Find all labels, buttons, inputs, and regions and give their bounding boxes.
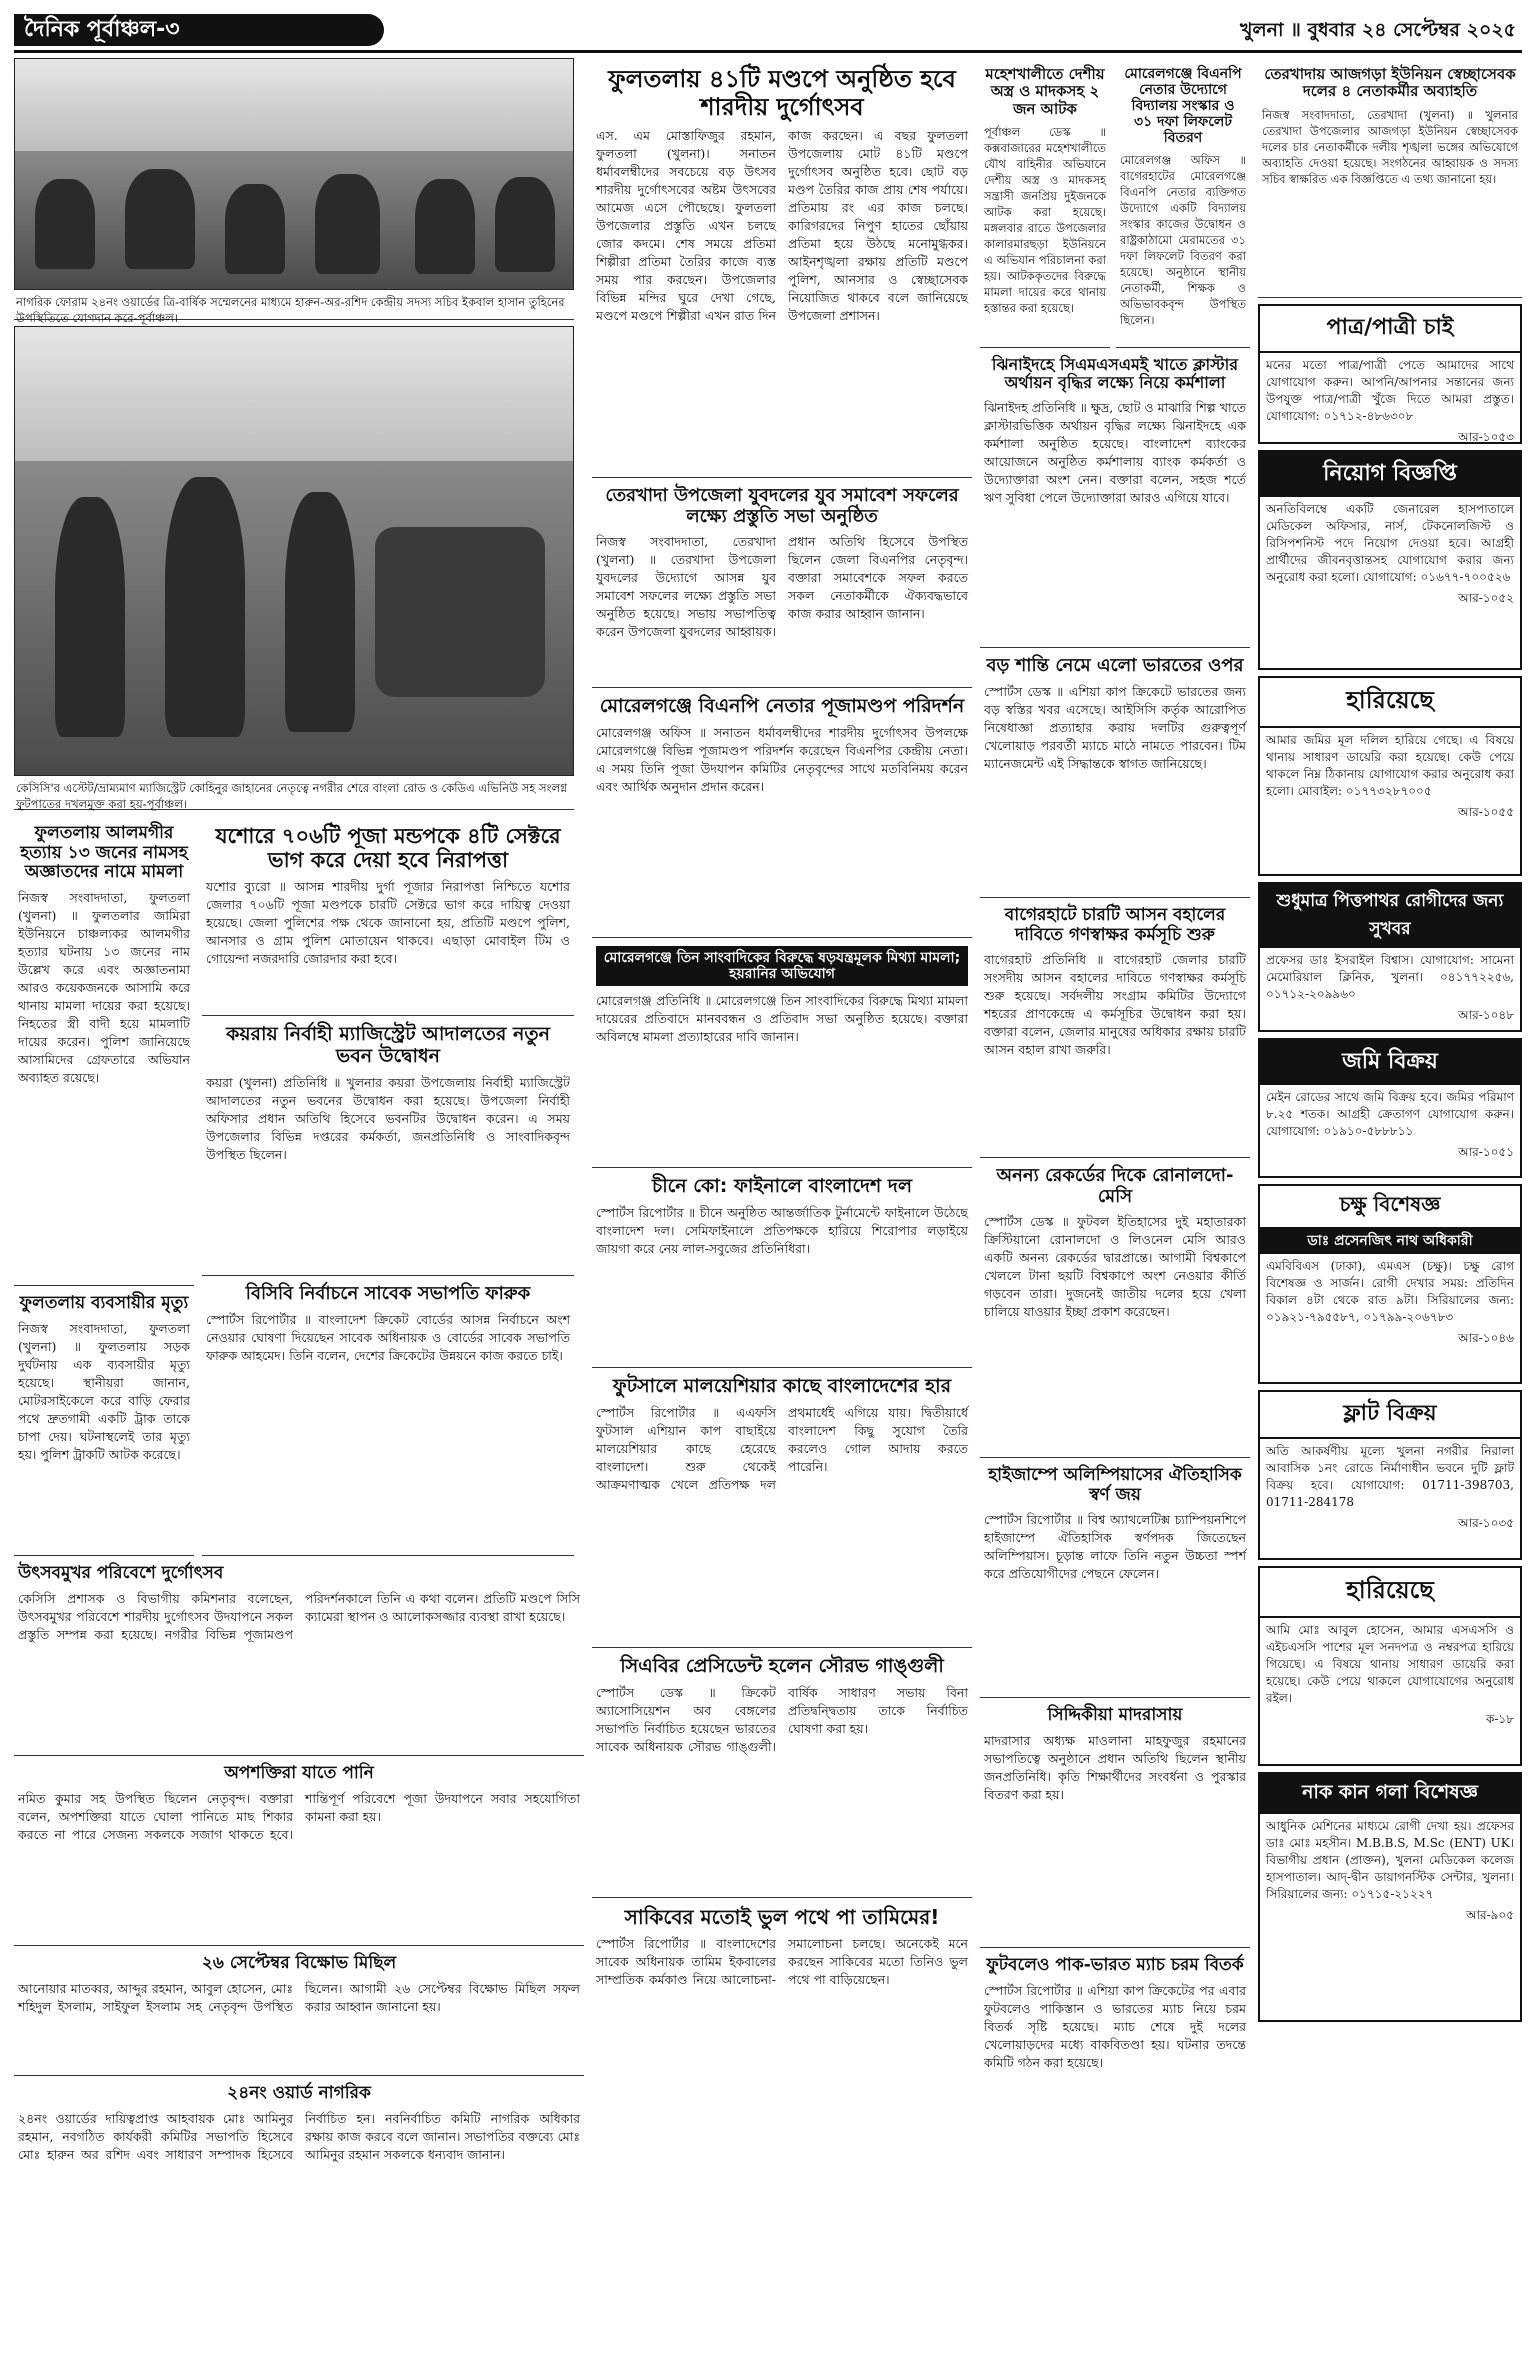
article-body: মাদরাসার অধ্যক্ষ মাওলানা মাহফুজুর রহমানের সভাপতিত্বে অনুষ্ঠানে প্রধান অতিথি ছিলেন স্থানীয় জনপ্রতিনিধি। কৃতি শিক্ষার্থীদের সংবর্ধনা ও পুরস্কার বিতরণ করা হয়। [984, 1732, 1246, 1802]
newspaper-name: দৈনিক পূর্বাঞ্চল-৩ [14, 14, 384, 46]
article-china-final [592, 1168, 972, 1368]
headline: মোরেলগঞ্জে বিএনপি নেতার উদ্যোগে বিদ্যালয় সংস্কার ও ৩১ দফা লিফলেট বিতরণ [1124, 66, 1242, 147]
column-center-right [980, 58, 1250, 2098]
article-ward24 [14, 2076, 584, 2286]
article-durga-festival [14, 1556, 584, 1756]
article-businessman-death [14, 1286, 194, 1556]
article-body: নিজস্ব সংবাদদাতা, ফুলতলা (খুলনা) ॥ ফুলতলার জামিরা ইউনিয়নে চাঞ্চল্যকর আলমগীর হত্যার ঘটনায় ১৩ জনের নাম উল্লেখ করে এবং অজ্ঞাতনামা আরও কয়েকজনকে আসামি করে থানায় মামলা দায়ের করা হয়েছে। নিহতের স্ত্রী বাদী হয়ে মামলাটি দায়ের করেন। পুলিশ জানিয়েছে আসামিদের গ্রেফতারে অভিযান অব্যাহত রয়েছে। [18, 889, 190, 1085]
ad-eye-specialist [1258, 1184, 1522, 1384]
article-body: ঝিনাইদহ প্রতিনিধি ॥ ক্ষুদ্র, ছোট ও মাঝারি শিল্প খাতে ক্লাস্টারভিত্তিক অর্থায়ন বৃদ্ধির লক্ষ্যে ঝিনাইদহে এক কর্মশালা অনুষ্ঠিত হয়েছে। বাংলাদেশ ব্যাংকের আয়োজনে অনুষ্ঠিত কর্মশালায় ব্যাংক কর্মকর্তা ও উদ্যোক্তারা অংশ নেন। বক্তারা বলেন, সহজ শর্তে ঋণ সুবিধা পেলে উদ্যোক্তারা আরও এগিয়ে যাবে। [984, 399, 1246, 505]
ad-flat-sale [1258, 1390, 1522, 1560]
ad-body: আমার জমির মূল দলিল হারিয়ে গেছে। এ বিষয়ে থানায় সাধারণ ডায়েরি করা হয়েছে। কেউ পেয়ে থাকলে নিম্ন ঠিকানায় যোগাযোগ করার অনুরোধ করা হলো। মোবাইল: ০১৭৭৩২৮৭০০৫ [1266, 733, 1514, 798]
ad-gallstone [1258, 882, 1522, 1032]
headline: অপশক্তিরা যাতে পানি [224, 1763, 374, 1783]
headline: বাগেরহাটে চারটি আসন বহালের দাবিতে গণস্বাক্ষর কর্মসূচি শুরু [1004, 905, 1226, 945]
article-body: স্পোর্টস রিপোর্টার ॥ এশিয়া কাপ ক্রিকেটের পর এবার ফুটবলেও পাকিস্তান ও ভারতের ম্যাচ নিয়ে চরম বিতর্ক সৃষ্টি হয়েছে। ম্যাচ শেষে দুই দলের খেলোয়াড়দের মধ্যে বাকবিতণ্ডা হয়। ঘটনার তদন্তে কমিটি গঠন করা হয়েছে। [984, 1982, 1246, 2070]
headline: ফুটবলেও পাক-ভারত ম্যাচ চরম বিতর্ক [986, 1955, 1244, 1975]
article-ronaldo-messi [980, 1158, 1250, 1458]
article-body: মোরেলগঞ্জ অফিস ॥ বাগেরহাটের মোরেলগঞ্জে বিএনপি নেতার ব্যক্তিগত উদ্যোগে একটি বিদ্যালয় সংস্কার কাজের উদ্বোধন ও রাষ্ট্রকাঠামো মেরামতের ৩১ দফা লিফলেট বিতরণ করা হয়েছে। অনুষ্ঠানে স্থানীয় নেতাকর্মী, শিক্ষক ও অভিভাবকবৃন্দ উপস্থিত ছিলেন। [1120, 153, 1246, 328]
ad-recruitment [1258, 450, 1522, 670]
article-body: স্পোর্টস রিপোর্টার ॥ বিশ্ব অ্যাথলেটিক্স চ্যাম্পিয়নশিপে হাইজাম্পে ঐতিহাসিক স্বর্ণপদক জিতেছেন অলিম্পিয়াস। চূড়ান্ত লাফে তিনি নতুন উচ্চতা স্পর্শ করে প্রতিযোগীদের পেছনে ফেলেন। [984, 1512, 1246, 1582]
article-body: বাগেরহাট প্রতিনিধি ॥ বাগেরহাট জেলার চারটি সংসদীয় আসন বহালের দাবিতে গণস্বাক্ষর কর্মসূচি শুরু হয়েছে। সর্বদলীয় সংগ্রাম কমিটির উদ্যোগে শহরের প্রাণকেন্দ্রে এ কর্মসূচির উদ্বোধন করা হয়। বক্তারা বলেন, জেলার মানুষের অধিকার রক্ষায় চারটি আসন বহাল রাখা জরুরি। [984, 952, 1246, 1058]
article-body: কেসিসি প্রশাসক ও বিভাগীয় কমিশনার বলেছেন, উৎসবমুখর পরিবেশে শারদীয় দুর্গোৎসব উদযাপনে সকল প্রস্তুতি সম্পন্ন করা হয়েছে। নগরীর বিভিন্ন পূজামণ্ডপ পরিদর্শনকালে তিনি এ কথা বলেন। প্রতিটি মণ্ডপে সিসি ক্যামেরা স্থাপন ও আলোকসজ্জার ব্যবস্থা রাখা হয়েছে। [18, 1590, 580, 1642]
ad-title: হারিয়েছে [1260, 1568, 1520, 1618]
article-body: নমিত কুমার সহ উপস্থিত ছিলেন নেতৃবৃন্দ। বক্তারা বলেন, অপশক্তিরা যাতে ঘোলা পানিতে মাছ শিকার করতে না পারে সেজন্য সকলকে সজাগ থাকতে হবে। শান্তিপূর্ণ পরিবেশে পূজা উদযাপনে সবার সহযোগিতা কামনা করা হয়। [18, 1790, 580, 1842]
ad-code: আর-১০৩৫ [1458, 1516, 1514, 1530]
article-fultala-puja [592, 58, 972, 478]
article-jessore-puja [202, 816, 574, 1016]
ad-title: হারিয়েছে [1260, 678, 1520, 728]
headline: ফুলতলায় ব্যবসায়ীর মৃত্যু [19, 1293, 189, 1313]
article-india-relief [980, 648, 1250, 898]
article-body: স্পোর্টস রিপোর্টার ॥ এএফসি ফুটসাল এশিয়ান কাপ বাছাইয়ে মালয়েশিয়ার কাছে হেরেছে বাংলাদেশ। শুরু থেকেই আক্রমণাত্মক খেলে প্রতিপক্ষ দল প্রথমার্ধেই এগিয়ে যায়। দ্বিতীয়ার্ধে বাংলাদেশ কিছু সুযোগ তৈরি করলেও গোল আদায় করতে পারেনি। [596, 1404, 968, 1492]
ad-code: ক-১৮ [1485, 1712, 1514, 1726]
article-body: মোরেলগঞ্জ অফিস ॥ সনাতন ধর্মাবলম্বীদের শারদীয় দুর্গোৎসব উপলক্ষে মোরেলগঞ্জে বিভিন্ন পূজামণ্ডপ পরিদর্শন করেছেন বিএনপির কেন্দ্রীয় নেতা। এ সময় তিনি পূজা উদযাপন কমিটির নেতৃবৃন্দের সাথে মতবিনিময় করেন এবং আর্থিক অনুদান প্রদান করেন। [596, 724, 968, 794]
headline: চীনে কো: ফাইনালে বাংলাদেশ দল [651, 1175, 913, 1197]
article-body: নিজস্ব সংবাদদাতা, তেরখাদা (খুলনা) ॥ খুলনার তেরখাদা উপজেলার আজগড়া ইউনিয়ন স্বেচ্ছাসেবক দলের চার নেতাকর্মীকে দলীয় শৃঙ্খলা ভঙ্গের অভিযোগে অব্যাহতি দেওয়া হয়েছে। সংগঠনের আহ্বায়ক ও সদস্য সচিব স্বাক্ষরিত এক বিজ্ঞপ্তিতে এ তথ্য জানানো হয়। [1262, 107, 1518, 186]
article-body: স্পোর্টস ডেস্ক ॥ ফুটবল ইতিহাসের দুই মহাতারকা ক্রিস্টিয়ানো রোনালদো ও লিওনেল মেসি আরও একটি অনন্য রেকর্ডের দ্বারপ্রান্তে। আগামী বিশ্বকাপে খেললে টানা ছয়টি বিশ্বকাপে অংশ নেওয়ার কীর্তি গড়বেন তারা। দুজনেই জাতীয় দলের হয়ে খেলা চালিয়ে যাওয়ার ইচ্ছা প্রকাশ করেছেন। [984, 1214, 1246, 1320]
ad-code: আর-১০৪৮ [1458, 1008, 1514, 1022]
article-journalists-case [592, 938, 972, 1168]
headline: হাইজাম্পে অলিম্পিয়াসের ঐতিহাসিক স্বর্ণ জয় [988, 1465, 1242, 1505]
photo-caption: নাগরিক ফোরাম ২৪নং ওয়ার্ডের ত্রি-বার্ষিক সম্মেলনের মাধ্যমে হারুন-অর-রশিদ কেন্দ্রীয় সদস্য সচিব ইকবাল হাসান তুহিনের উপস্থিতিতে যোগদান করে-পূর্বাঞ্চল। [14, 290, 574, 320]
headline: উৎসবমুখর পরিবেশে দুর্গোৎসব [18, 1563, 224, 1583]
issue-date: খুলনা ॥ বুধবার ২৪ সেপ্টেম্বর ২০২৫ [1240, 19, 1516, 41]
column-center [592, 58, 972, 2158]
ad-lost-deed [1258, 676, 1522, 876]
ad-title: চক্ষু বিশেষজ্ঞ [1260, 1186, 1520, 1229]
article-body: যশোর ব্যুরো ॥ আসন্ন শারদীয় দুর্গা পূজার নিরাপত্তা নিশ্চিতে যশোর জেলার ৭০৬টি পূজা মণ্ডপকে চারটি সেক্টরে ভাগ করে দায়িত্ব দেওয়া হয়েছে। জেলা পুলিশের পক্ষ থেকে জানানো হয়, প্রতিটি মণ্ডপে পুলিশ, আনসার ও গ্রাম পুলিশ মোতায়েন থাকবে। এছাড়া মোবাইল টিম ও গোয়েন্দা নজরদারি জোরদার করা হবে। [206, 879, 570, 967]
article-terkhada-expel [1258, 58, 1522, 298]
article-tamim [592, 1898, 972, 2158]
article-moheshkhali [980, 58, 1110, 348]
article-body: নিজস্ব সংবাদদাতা, ফুলতলা (খুলনা) ॥ ফুলতলায় সড়ক দুর্ঘটনায় এক ব্যবসায়ীর মৃত্যু হয়েছে। স্থানীয়রা জানান, মোটরসাইকেলে করে বাড়ি ফেরার পথে দ্রুতগামী একটি ট্রাক তাকে চাপা দেয়। ঘটনাস্থলেই তার মৃত্যু হয়। পুলিশ ট্রাকটি আটক করেছে। [18, 1320, 190, 1462]
headline: কয়রায় নির্বাহী ম্যাজিস্ট্রেট আদালতের নতুন ভবন উদ্বোধন [226, 1023, 550, 1067]
article-body: নিজস্ব সংবাদদাতা, তেরখাদা (খুলনা) ॥ তেরখাদা উপজেলা যুবদলের উদ্যোগে আসন্ন যুব সমাবেশ সফলের লক্ষ্যে প্রস্তুতি সভা অনুষ্ঠিত হয়েছে। সভায় সভাপতিত্ব করেন উপজেলা যুবদলের আহ্বায়ক। প্রধান অতিথি হিসেবে উপস্থিত ছিলেন জেলা বিএনপির নেতৃবৃন্দ। বক্তারা সমাবেশকে সফল করতে সকল নেতাকর্মীকে ঐক্যবদ্ধভাবে কাজ করার আহ্বান জানান। [596, 534, 968, 640]
article-siddikia [980, 1698, 1250, 1948]
ad-body: আমি মোঃ আবুল হোসেন, আমার এসএসসি ও এইচএসসি পাশের মূল সনদপত্র ও নম্বরপত্র হারিয়ে গিয়েছে। এ বিষয়ে থানায় সাধারণ ডায়েরি করা হয়েছে। কেউ পেয়ে থাকলে যোগাযোগের অনুরোধ রইল। [1266, 1623, 1514, 1705]
masthead [14, 14, 1522, 53]
article-jubodal [592, 478, 972, 688]
headline: ২৬ সেপ্টেম্বর বিক্ষোভ মিছিল [201, 1953, 397, 1973]
ad-title: নাক কান গলা বিশেষজ্ঞ [1260, 1774, 1520, 1814]
article-bcb-election [202, 1276, 574, 1556]
headline: ২৪নং ওয়ার্ড নাগরিক [227, 2083, 371, 2103]
ad-code: আর-১০৫৫ [1458, 805, 1514, 819]
headline: অনন্য রেকর্ডের দিকে রোনালদো-মেসি [996, 1165, 1234, 1207]
photo-footpath-drive [14, 326, 574, 776]
article-body: স্পোর্টস ডেস্ক ॥ এশিয়া কাপ ক্রিকেটে ভারতের জন্য বড় স্বস্তির খবর এসেছে। আইসিসি কর্তৃক আরোপিত নিষেধাজ্ঞা প্রত্যাহার করায় দলটির গুরুত্বপূর্ণ খেলোয়াড় পরবর্তী ম্যাচে মাঠে নামতে পারবেন। টিম ম্যানেজমেন্ট এই সিদ্ধান্তকে স্বাগত জানিয়েছে। [984, 683, 1246, 771]
headline: ফুলতলায় ৪১টি মণ্ডপে অনুষ্ঠিত হবে শারদীয় দুর্গোৎসব [608, 65, 956, 121]
ad-body: এমবিবিএস (ঢাকা), এমএস (চক্ষু)। চক্ষু রোগ বিশেষজ্ঞ ও সার্জন। রোগী দেখার সময়: প্রতিদিন বিকাল ৪টা থেকে রাত ৯টা। সিরিয়ালের জন্য: ০১৯২১-৭৯৫৫৮৭, ০১৭৯৯-২০৬৭৮৩ [1266, 1259, 1514, 1324]
ad-code: আর-১০৫৩ [1458, 430, 1514, 444]
article-protest-march [14, 1946, 584, 2076]
article-bagerhat-seats [980, 898, 1250, 1158]
article-body: ২৪নং ওয়ার্ডের দায়িত্বপ্রাপ্ত আহবায়ক মোঃ আমিনুর রহমান, নবগঠিত কার্যকরী কমিটির সভাপতি হিসেবে মোঃ হারুন অর রশিদ এবং সাধারণ সম্পাদক হিসেবে নির্বাচিত হন। নবনির্বাচিত কমিটি নাগরিক অধিকার রক্ষায় কাজ করবে বলে জানান। সভাপতির বক্তব্যে মোঃ আমিনুর রহমান সকলকে ধন্যবাদ জানান। [18, 2110, 580, 2162]
ad-ent-specialist [1258, 1772, 1522, 2022]
ad-body: মনের মতো পাত্র/পাত্রী পেতে আমাদের সাথে যোগাযোগ করুন। আপনি/আপনার সন্তানের জন্য উপযুক্ত পাত্র/পাত্রী খুঁজে দিতে আমরা প্রস্তুত। যোগাযোগ: ০১৭১২-৪৮৬৩০৮ [1266, 358, 1514, 423]
article-body: পূর্বাঞ্চল ডেস্ক ॥ কক্সবাজারের মহেশখালীতে যৌথ বাহিনীর অভিযানে দেশীয় অস্ত্র ও মাদকসহ সন্ত্রাসী জনপ্রিয় দুইজনকে আটক করা হয়েছে। মঙ্গলবার রাতে উপজেলার কালারমারছড়া ইউনিয়নে এ অভিযান পরিচালনা করা হয়। আটককৃতদের বিরুদ্ধে মামলা দায়ের করে থানায় হস্তান্তর করা হয়েছে। [984, 124, 1106, 315]
ad-body: অতি আকর্ষণীয় মূল্যে খুলনা নগরীর নিরালা আবাসিক ১নং রোডে নির্মাণাধীন ভবনে দুটি ফ্লাট বিক্রয় হবে। যোগাযোগ: 01711-398703, 01711-284178 [1266, 1444, 1514, 1509]
article-body: আনোয়ার মাতব্বর, আব্দুর রহমান, আবুল হোসেন, মোঃ শহিদুল ইসলাম, সাইফুল ইসলাম সহ নেতৃবৃন্দ উপস্থিত ছিলেন। আগামী ২৬ সেপ্টেম্বর বিক্ষোভ মিছিল সফল করার আহ্বান জানানো হয়। [18, 1980, 580, 2014]
headline: সিএবির প্রেসিডেন্ট হলেন সৌরভ গাঙ্গুলী [620, 1655, 944, 1677]
ad-body: মেইন রোডের সাথে জমি বিক্রয় হবে। জমির পরিমাণ ৮.২৫ শতক। আগ্রহী ক্রেতাগণ যোগাযোগ করুন। যোগাযোগ: ০১৯১০-৫৮৮৮১১ [1266, 1090, 1514, 1138]
ad-code: আর-১০৫২ [1458, 591, 1514, 605]
headline: বিসিবি নির্বাচনে সাবেক সভাপতি ফারুক [245, 1283, 531, 1304]
headline: মোরেলগঞ্জে তিন সাংবাদিকের বিরুদ্ধে ষড়যন্ত্রমূলক মিথ্যা মামলা; হয়রানির অভিযোগ [596, 946, 968, 986]
article-morelganj-school [1116, 58, 1250, 348]
ad-title: শুধুমাত্র পিত্তপাথর রোগীদের জন্য সুখবর [1260, 884, 1520, 948]
headline: সাকিবের মতোই ভুল পথে পা তামিমের! [624, 1905, 940, 1929]
ad-code: আর-১০৪৬ [1458, 1331, 1514, 1345]
headline: যশোরে ৭০৬টি পূজা মন্ডপকে ৪টি সেক্টরে ভাগ করে দেয়া হবে নিরাপত্তা [215, 824, 561, 873]
article-body: এস. এম মোস্তাফিজুর রহমান, ফুলতলা (খুলনা)। সনাতন ধর্মাবলম্বীদের সবচেয়ে বড় উৎসব শারদীয় দুর্গোৎসবের অষ্টম উৎসবের আমেজ এসে পৌছেছে। ফুলতলা উপজেলার প্রস্তুতি এখন চলছে জোর কদমে। শেষ সময়ে প্রতিমা শিল্পীরা প্রতিমা তৈরির কাজে ব্যস্ত সময় পার করছেন। উপজেলার বিভিন্ন মন্দির ঘুরে দেখা গেছে, মণ্ডপে মণ্ডপে শিল্পীরা এখন রাত দিন কাজ করছেন। এ বছর ফুলতলা উপজেলায় মোট ৪১টি মণ্ডপে দুর্গোৎসব অনুষ্ঠিত হবে। ছোট বড় মণ্ডপ তৈরির কাজ প্রায় শেষ পর্যায়ে। প্রতিমায় রং এর কাজ চলছে। কারিগরদের নিপুণ হাতের ছোঁয়ায় প্রতিমা হয়ে উঠছে মনোমুগ্ধকর। আইনশৃঙ্খলা রক্ষায় প্রতিটি মণ্ডপে পুলিশ, আনসার ও স্বেচ্ছাসেবক নিয়োজিত থাকবে বলে জানিয়েছে উপজেলা প্রশাসন। [596, 128, 968, 324]
headline: ফুটসালে মালয়েশিয়ার কাছে বাংলাদেশের হার [612, 1375, 952, 1397]
article-sourav [592, 1648, 972, 1898]
ad-body: প্রফেসর ডাঃ ইসরাইল বিশ্বাস। যোগাযোগ: সামেনা মেমোরিয়াল ক্লিনিক, খুলনা। ০৪১৭৭২২৫৬, ০১৭১২-২০৯৯৬০ [1266, 953, 1514, 1001]
ad-land-sale [1258, 1038, 1522, 1178]
headline: ঝিনাইদহে সিএমএসএমই খাতে ক্লাস্টার অর্থায়ন বৃদ্ধির লক্ষ্যে নিয়ে কর্মশালা [991, 355, 1239, 393]
ad-title: ফ্লাট বিক্রয় [1260, 1392, 1520, 1439]
ad-lost-certificate [1258, 1566, 1522, 1766]
article-body: মোরেলগঞ্জ প্রতিনিধি ॥ মোরেলগঞ্জে তিন সাংবাদিকের বিরুদ্ধে মিথ্যা মামলা দায়েরের প্রতিবাদে মানববন্ধন ও প্রতিবাদ সভা অনুষ্ঠিত হয়েছে। বক্তারা অবিলম্বে মামলা প্রত্যাহারের দাবি জানান। [596, 993, 968, 1045]
ad-title: জমি বিক্রয় [1260, 1040, 1520, 1085]
article-futsal-loss [592, 1368, 972, 1648]
article-body: স্পোর্টস রিপোর্টার ॥ বাংলাদেশ ক্রিকেট বোর্ডের আসন্ন নির্বাচনে অংশ নেওয়ার ঘোষণা দিয়েছেন সাবেক অধিনায়ক ও বোর্ডের সাবেক সভাপতি ফারুক আহমেদ। তিনি বলেন, দেশের ক্রিকেটের উন্নয়নে কাজ করতে চাই। [206, 1311, 570, 1363]
headline: সিদ্দিকীয়া মাদরাসায় [1047, 1705, 1183, 1725]
column-right [1258, 58, 1522, 2028]
ad-body: আধুনিক মেশিনের মাধ্যমে রোগী দেখা হয়। প্রফেসর ডাঃ মোঃ মহসীন। M.B.B.S, M.Sc (ENT) UK। বিভাগীয় প্রধান (প্রাক্তন), খুলনা মেডিকেল কলেজ হাসপাতাল। আদ্-দ্বীন ডায়াগনস্টিক সেন্টার, খুলনা। সিরিয়ালের জন্য: ০১৭১৫-২১২২৭ [1266, 1819, 1514, 1901]
ad-title: নিয়োগ বিজ্ঞপ্তি [1260, 452, 1520, 497]
headline: মোরেলগঞ্জে বিএনপি নেতার পূজামণ্ডপ পরিদর্শন [599, 695, 965, 717]
article-koira-court [202, 1016, 574, 1276]
headline: তেরখাদা উপজেলা যুবদলের যুব সমাবেশ সফলের লক্ষ্যে প্রস্তুতি সভা অনুষ্ঠিত [605, 485, 959, 527]
doctor-name: ডাঃ প্রসেনজিৎ নাথ অধিকারী [1260, 1229, 1520, 1254]
photo-citizen-forum [14, 58, 574, 290]
article-football-controversy [980, 1948, 1250, 2098]
article-fultala-murder [14, 816, 194, 1286]
ad-matrimonial [1258, 304, 1522, 444]
ad-body: অনতিবিলম্বে একটি জেনারেল হাসপাতালে মেডিকেল অফিসার, নার্স, টেকনোলজিস্ট ও রিসিপশনিস্ট পদে নিয়োগ দেওয়া হবে। আগ্রহী প্রার্থীদের জীবনবৃত্তান্তসহ যোগাযোগ করার জন্য অনুরোধ করা হলো। যোগাযোগ: ০১৬৭৭-৭০০৫২৬ [1266, 502, 1514, 584]
article-evil-forces [14, 1756, 584, 1946]
headline: ফুলতলায় আলমগীর হত্যায় ১৩ জনের নামসহ অজ্ঞাতদের নামে মামলা [20, 823, 188, 883]
newspaper-page [14, 14, 1522, 2342]
article-jhenaidah [980, 348, 1250, 648]
article-morelganj-puja-visit [592, 688, 972, 938]
headline: তেরখাদায় আজগড়া ইউনিয়ন স্বেচ্ছাসেবক দলের ৪ নেতাকর্মীর অব্যাহতি [1264, 65, 1516, 101]
headline: বড় শান্তি নেমে এলো ভারতের ওপর [986, 655, 1244, 676]
article-body: স্পোর্টস রিপোর্টার ॥ বাংলাদেশের সাবেক অধিনায়ক তামিম ইকবালের সাম্প্রতিক কর্মকাণ্ড নিয়ে আলোচনা-সমালোচনা চলছে। অনেকেই মনে করছেন সাকিবের মতো তিনিও ভুল পথে পা বাড়িয়েছেন। [596, 1936, 968, 1987]
ad-code: আর-৯০৫ [1465, 1908, 1514, 1922]
article-body: স্পোর্টস রিপোর্টার ॥ চীনে অনুষ্ঠিত আন্তর্জাতিক টুর্নামেন্টে ফাইনালে উঠেছে বাংলাদেশ দল। সেমিফাইনালে প্রতিপক্ষকে হারিয়ে শিরোপার লড়াইয়ে জায়গা করে নেয় লাল-সবুজের প্রতিনিধিরা। [596, 1204, 968, 1256]
article-body: কয়রা (খুলনা) প্রতিনিধি ॥ খুলনার কয়রা উপজেলায় নির্বাহী ম্যাজিস্ট্রেট আদালতের নতুন ভবনের উদ্বোধন করা হয়েছে। উপজেলা নির্বাহী অফিসার প্রধান অতিথি হিসেবে ভবনটির উদ্বোধন করেন। এ সময় উপজেলার বিভিন্ন দপ্তরের কর্মকর্তা, জনপ্রতিনিধি ও সাংবাদিকবৃন্দ উপস্থিত ছিলেন। [206, 1074, 570, 1162]
ad-code: আর-১০৫১ [1458, 1145, 1514, 1159]
ad-title: পাত্র/পাত্রী চাই [1260, 306, 1520, 353]
article-high-jump [980, 1458, 1250, 1698]
article-body: স্পোর্টস ডেস্ক ॥ ক্রিকেট অ্যাসোসিয়েশন অব বেঙ্গলের সভাপতি নির্বাচিত হয়েছেন ভারতের সাবেক অধিনায়ক সৌরভ গাঙ্গুলী। বার্ষিক সাধারণ সভায় বিনা প্রতিদ্বন্দ্বিতায় তাকে নির্বাচিত ঘোষণা করা হয়। [596, 1684, 968, 1754]
photo-caption: কেসিসি'র এস্টেট/ভ্রাম্যমাণ ম্যাজিস্ট্রেট কোহিনুর জাহানের নেতৃত্বে নগরীর শেরে বাংলা রোড ও কেডিএ এভিনিউ সহ সংলগ্ন ফুটপাতের দখলমুক্ত করা হয়-পূর্বাঞ্চল। [14, 776, 574, 810]
headline: মহেশখালীতে দেশীয় অস্ত্র ও মাদকসহ ২ জন আটক [985, 65, 1105, 118]
column-left [14, 58, 584, 2286]
